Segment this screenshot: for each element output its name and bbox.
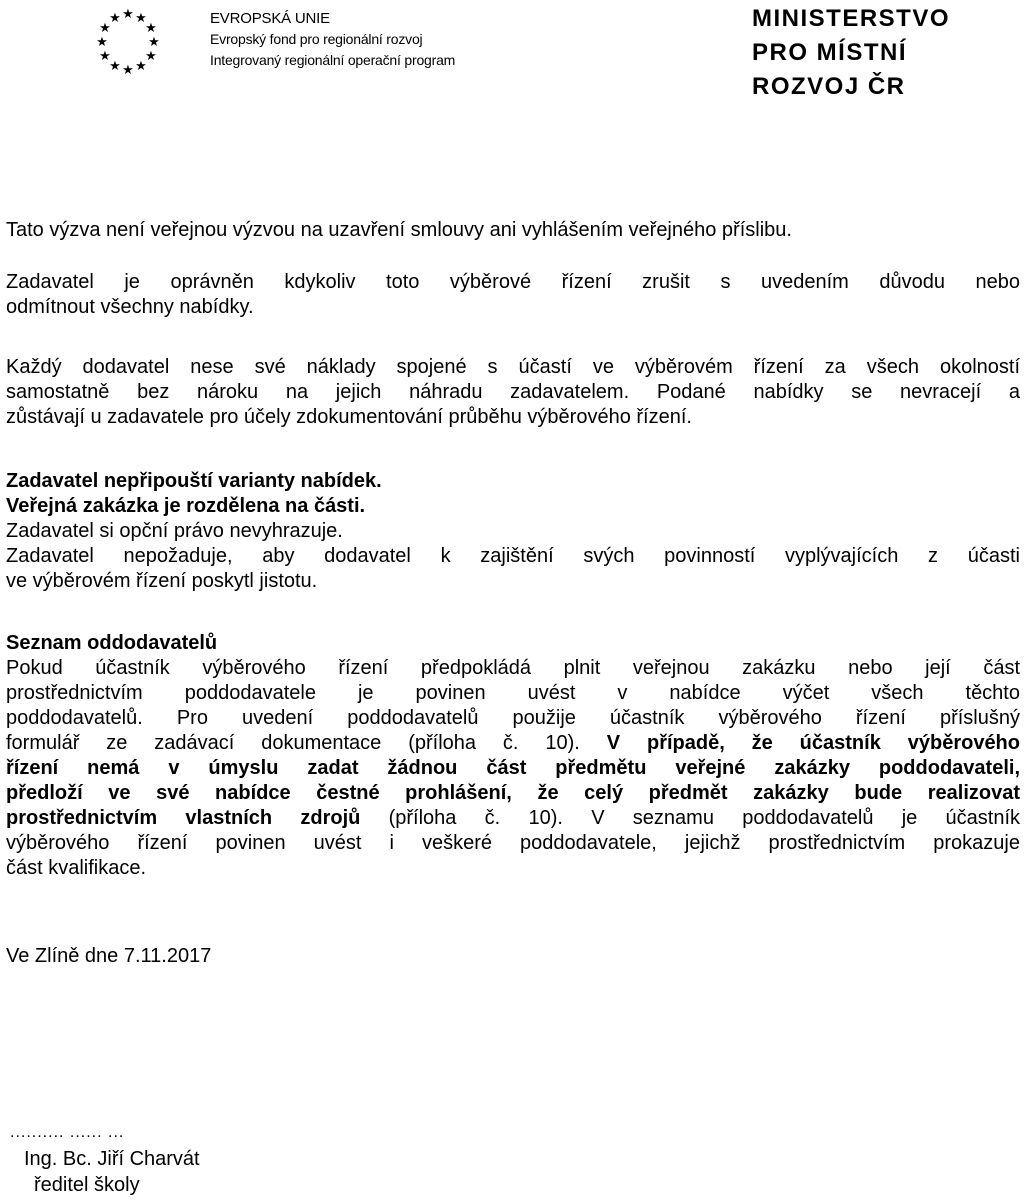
eu-program: Integrovaný regionální operační program [210,52,456,68]
condition-security-cont: ve výběrovém řízení poskytl jistotu. [6,570,318,592]
paragraph-costs [6,355,1020,430]
paragraph-line: prostřednictvím poddodavatele je povinen uvést v nabídce výčet všech těchto [6,682,1020,704]
eu-title: EVROPSKÁ UNIE [210,10,330,27]
svg-text:★: ★ [122,7,134,22]
paragraph-disclaimer [6,218,1020,243]
svg-text:★: ★ [99,49,111,64]
eu-fund: Evropský fond pro regionální rozvoj [210,31,423,47]
eu-flag-icon [80,4,176,82]
condition-security: Zadavatel nepožaduje, aby dodavatel k zajištění svých povinností vyplývajících z účasti [6,545,1020,567]
line-bold-part: prostřednictvím vlastních zdrojů [6,807,361,829]
svg-text:★: ★ [109,59,121,74]
paragraph-line: zůstávají u zadavatele pro účely zdokumentování průběhu výběrového řízení. [6,406,692,428]
paragraph-line: předloží ve své nabídce čestné prohlášení, že celý předmět zakázky bude realizovat [6,782,1020,804]
condition-variants: Zadavatel nepřipouští varianty nabídek. [6,470,382,492]
svg-text:★: ★ [99,21,111,36]
date-line [6,944,1020,969]
svg-text:★: ★ [148,35,160,50]
signatory-role: ředitel školy [34,1174,140,1196]
ministry-logo-text [752,2,1024,104]
svg-text:★: ★ [135,11,147,26]
paragraph-line-mixed [6,806,1020,831]
line-normal-part: (příloha č. 10). V seznamu poddodavatelů je účastník [388,807,1020,829]
svg-text:★: ★ [145,21,157,36]
ministry-line-1: MINISTERSTVO [752,5,951,32]
condition-parts: Veřejná zakázka je rozdělena na části. [6,495,366,517]
eu-header [210,8,630,71]
paragraph-cancellation [6,270,1020,320]
svg-text:★: ★ [122,63,134,78]
line-bold-part: V případě, že účastník výběrového [606,732,1020,754]
ministry-line-2: PRO MÍSTNÍ [752,39,908,66]
paragraph-line: Každý dodavatel nese své náklady spojené s účastí ve výběrovém řízení za všech okolností [6,356,1020,378]
condition-option: Zadavatel si opční právo nevyhrazuje. [6,520,343,542]
paragraph-line-mixed [6,731,1020,756]
paragraph-line: Zadavatel je oprávněn kdykoliv toto výběrové řízení zrušit s uvedením důvodu nebo [6,271,1020,293]
svg-text:★: ★ [145,49,157,64]
ministry-line-3: ROZVOJ ČR [752,73,906,100]
date-text: Ve Zlíně dne 7.11.2017 [6,945,212,967]
section-subcontractors [6,631,1020,881]
paragraph-line: odmítnout všechny nabídky. [6,296,254,318]
paragraph-line: Tato výzva není veřejnou výzvou na uzavření smlouvy ani vyhlášením veřejného příslibu. [6,219,792,241]
paragraph-line: samostatně bez nároku na jejich náhradu zadavatelem. Podané nabídky se nevracejí a [6,381,1020,403]
svg-text:★: ★ [109,11,121,26]
svg-text:★: ★ [96,35,108,50]
paragraph-line: výběrového řízení povinen uvést i veškeré poddodavatele, jejichž prostřednictvím prokazuje [6,832,1020,854]
svg-text:★: ★ [135,59,147,74]
paragraph-conditions [6,469,1020,594]
paragraph-line: poddodavatelů. Pro uvedení poddodavatelů použije účastník výběrového řízení příslušný [6,707,1020,729]
line-normal-part: formulář ze zadávací dokumentace (příloha č. 10). [6,732,580,754]
paragraph-line: řízení nemá v úmyslu zadat žádnou část předmětu veřejné zakázky poddodavateli, [6,757,1020,779]
section-heading: Seznam oddodavatelů [6,632,218,654]
signature-dots: .......... ...... ... [10,1124,125,1141]
signatory-name: Ing. Bc. Jiří Charvát [24,1148,200,1170]
paragraph-line: část kvalifikace. [6,857,147,879]
paragraph-line: Pokud účastník výběrového řízení předpokládá plnit veřejnou zakázku nebo její část [6,657,1020,679]
